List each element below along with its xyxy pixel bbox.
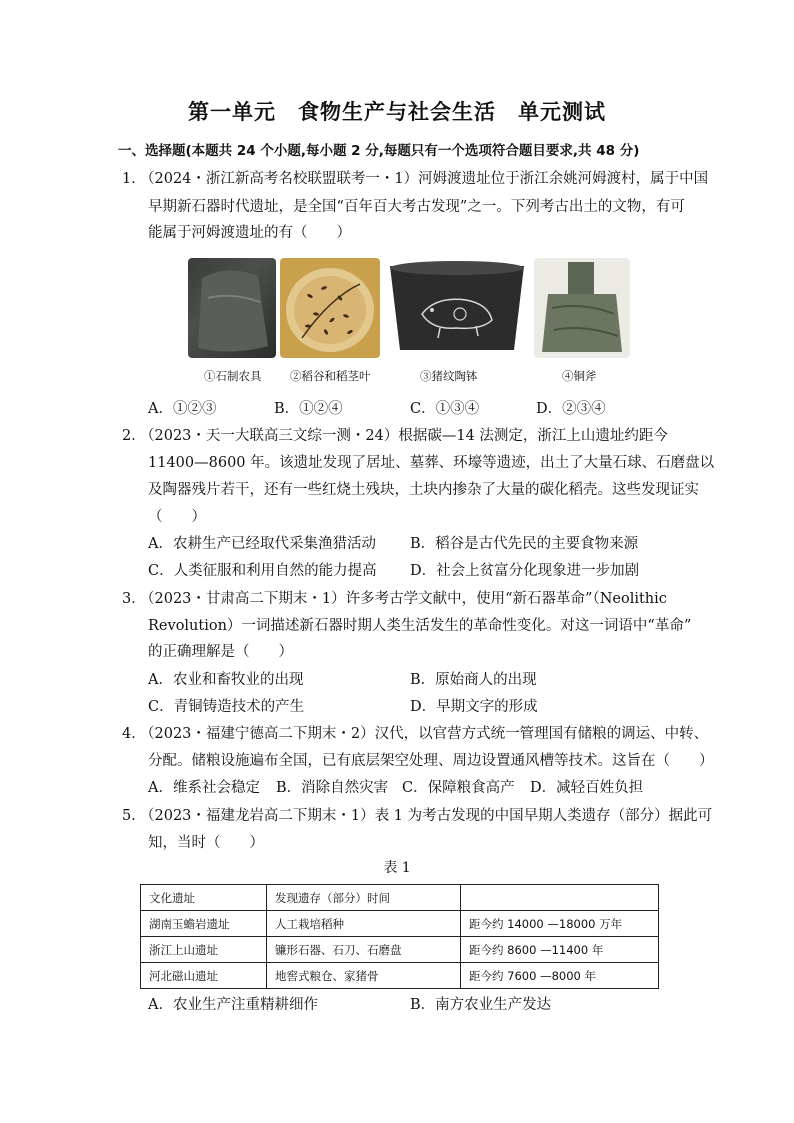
bronze-axe-image	[534, 258, 630, 358]
q1-number: 1．	[122, 171, 146, 187]
table-cell	[461, 885, 659, 911]
section-header: 一、选择题(本题共 24 个小题,每小题 2 分,每题只有一个选项符合题目要求,共 48 分)	[118, 143, 640, 159]
q5-option-a: A．农业生产注重精耕细作	[148, 997, 318, 1013]
q1-line2: 早期新石器时代遗址，是全国“百年百大考古发现”之一。下列考古出土的文物，有可	[148, 199, 685, 215]
q4-number: 4．	[122, 726, 146, 742]
table-row	[141, 963, 659, 989]
q1-option-c: C．①③④	[410, 401, 480, 417]
q5-line1: （2023・福建龙岩高二下期末・1）表 1 为考古发现的中国早期人类遗存（部分）据此可	[140, 808, 713, 824]
q4-option-b: B．消除自然灾害	[276, 780, 389, 796]
caption-4: ④铜斧	[562, 369, 597, 383]
q2-line2: 11400—8600 年。该遗址发现了居址、墓葬、环壕等遗迹，出土了大量石球、石磨盘以	[148, 455, 715, 471]
table-cell: 镰形石器、石刀、石磨盘	[267, 937, 461, 963]
q1-option-a: A．①②③	[148, 401, 217, 417]
q1-line3: 能属于河姆渡遗址的有（ ）	[148, 225, 351, 241]
table-cell: 文化遗址	[141, 885, 267, 911]
q5-option-b: B．南方农业生产发达	[410, 997, 552, 1013]
q1-line1: （2024・浙江新高考名校联盟联考一・1）河姆渡遗址位于浙江余姚河姆渡村，属于中国	[140, 171, 709, 187]
table-caption: 表 1	[383, 860, 411, 876]
caption-1: ①石制农具	[204, 369, 262, 383]
q3-option-b: B．原始商人的出现	[410, 672, 537, 688]
q2-line4: （ ）	[148, 509, 206, 525]
q2-line3: 及陶器残片若干，还有一些红烧土残块，土块内掺杂了大量的碳化稻壳。这些发现证实	[148, 482, 699, 498]
pig-pottery-image	[386, 258, 528, 358]
caption-3: ③猪纹陶钵	[420, 369, 478, 383]
q2-option-a: A．农耕生产已经取代采集渔猎活动	[148, 536, 376, 552]
q3-option-c: C．青铜铸造技术的产生	[148, 699, 305, 715]
q3-line2: Revolution）一词描述新石器时期人类生活发生的革命性变化。对这一词语中“革命”	[148, 618, 692, 634]
rice-grain-image	[280, 258, 380, 358]
title-topic: 食物生产与社会生活	[298, 100, 496, 124]
q2-option-b: B．稻谷是古代先民的主要食物来源	[410, 536, 639, 552]
table-cell: 距今约 8600 —11400 年	[461, 937, 659, 963]
q5-line2: 知，当时（ ）	[148, 835, 264, 851]
q2-line1: （2023・天一大联高三文综一测・24）根据碳—14 法测定，浙江上山遗址约距今	[140, 428, 668, 444]
table-cell: 距今约 14000 —18000 万年	[461, 911, 659, 937]
page-title	[0, 96, 794, 126]
q4-line2: 分配。储粮设施遍布全国，已有底层架空处理、周边设置通风槽等技术。这旨在（ ）	[148, 753, 714, 769]
relics-table	[140, 884, 659, 989]
q3-option-a: A．农业和畜牧业的出现	[148, 672, 304, 688]
title-unit: 第一单元	[188, 100, 276, 124]
stone-tool-image	[188, 258, 276, 358]
title-test: 单元测试	[518, 100, 606, 124]
q2-option-d: D．社会上贫富分化现象进一步加剧	[410, 563, 640, 579]
q2-option-c: C．人类征服和利用自然的能力提高	[148, 563, 377, 579]
table-row	[141, 937, 659, 963]
q1-figures	[184, 258, 634, 388]
table-cell: 浙江上山遗址	[141, 937, 267, 963]
q4-option-a: A．维系社会稳定	[148, 780, 260, 796]
table-cell: 发现遗存（部分）时间	[267, 885, 461, 911]
q3-option-d: D．早期文字的形成	[410, 699, 538, 715]
q1-option-d: D．②③④	[536, 401, 606, 417]
q4-option-c: C．保障粮食高产	[402, 780, 515, 796]
q3-line3: 的正确理解是（ ）	[148, 644, 293, 660]
q4-line1: （2023・福建宁德高二下期末・2）汉代，以官营方式统一管理国有储粮的调运、中转、	[140, 726, 709, 742]
table-cell: 距今约 7600 —8000 年	[461, 963, 659, 989]
q4-option-d: D．减轻百姓负担	[530, 780, 644, 796]
caption-2: ②稻谷和稻茎叶	[290, 369, 371, 383]
table-cell: 河北磁山遗址	[141, 963, 267, 989]
table-row	[141, 885, 659, 911]
q5-number: 5．	[122, 808, 146, 824]
q1-option-b: B．①②④	[274, 401, 343, 417]
table-cell: 湖南玉蟾岩遗址	[141, 911, 267, 937]
table-cell: 地窖式粮仓、家猪骨	[267, 963, 461, 989]
q3-number: 3．	[122, 591, 146, 607]
table-cell: 人工栽培稻种	[267, 911, 461, 937]
q2-number: 2．	[122, 428, 146, 444]
table-row	[141, 911, 659, 937]
q3-line1: （2023・甘肃高二下期末・1）许多考古学文献中，使用“新石器革命”（Neolithic	[140, 591, 667, 607]
